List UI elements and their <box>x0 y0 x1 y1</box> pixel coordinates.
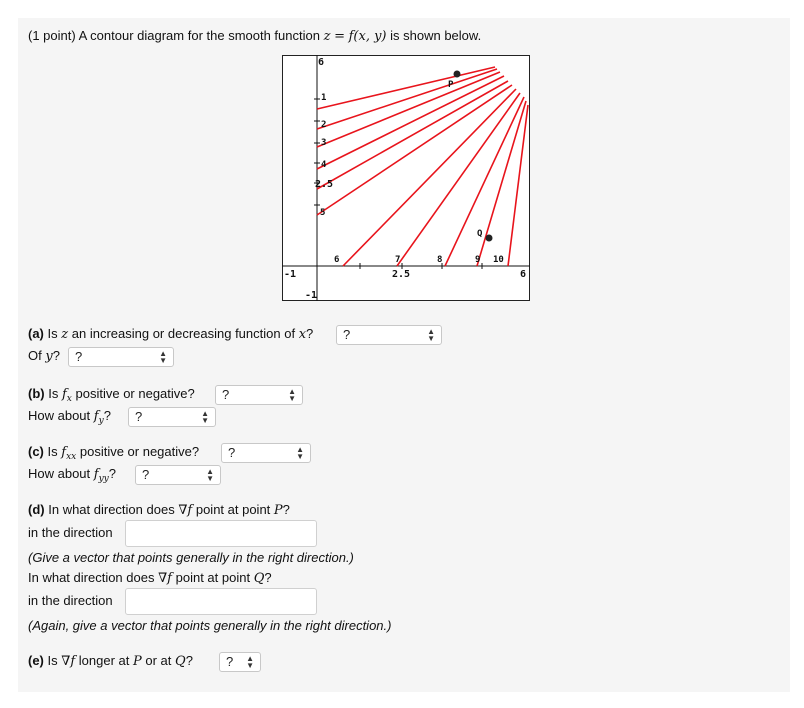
part-e-select[interactable] <box>219 652 261 672</box>
contour-label: 1 <box>321 93 327 103</box>
subscript: y <box>98 416 104 426</box>
statement-tail: is shown below. <box>390 28 482 43</box>
updown-arrow-icon: ▲ ▼ <box>246 654 254 670</box>
updown-arrow-icon: ▲ ▼ <box>206 467 214 483</box>
subscript: x <box>66 394 72 404</box>
text: point at point <box>195 502 271 517</box>
statement-text: A contour diagram for the smooth function <box>78 28 320 43</box>
text: Is <box>47 653 58 668</box>
var-f: f <box>187 503 193 518</box>
contour-diagram <box>282 55 530 301</box>
part-b-select-fx[interactable] <box>215 385 303 405</box>
text: Of <box>28 348 42 363</box>
contour-label: 3 <box>321 138 327 148</box>
updown-arrow-icon: ▲ ▼ <box>427 327 435 343</box>
part-c-select-fyy[interactable] <box>135 465 221 485</box>
text: an increasing or decreasing function of <box>71 326 296 341</box>
text: In what direction does <box>28 570 155 585</box>
text: Is <box>47 444 58 459</box>
problem-statement <box>28 28 481 45</box>
part-e-question <box>28 653 193 670</box>
select-value: ? <box>135 409 143 424</box>
y-mid-label: 2.5 <box>315 179 334 190</box>
var-f: f <box>70 654 76 669</box>
var-f: f <box>93 409 99 424</box>
contour-label: 8 <box>437 255 443 265</box>
points-label: (1 point) <box>28 28 76 43</box>
x-left-label: -1 <box>284 269 297 280</box>
part-c-select-fxx[interactable] <box>221 443 311 463</box>
var-f: f <box>61 387 67 402</box>
text: How about <box>28 408 91 423</box>
x-right-label: 6 <box>520 269 527 280</box>
point-p-marker <box>454 71 461 78</box>
text: ? <box>108 466 116 481</box>
subscript: yy <box>98 474 109 484</box>
part-b-label: (b) <box>28 386 45 401</box>
select-value: ? <box>343 327 351 342</box>
text: longer at <box>78 653 130 668</box>
contour-label: 5 <box>320 208 326 218</box>
var-f: f <box>167 571 172 586</box>
subscript: xx <box>66 452 77 462</box>
part-a-question-2 <box>28 348 60 365</box>
direction-q-input[interactable] <box>125 588 317 615</box>
point-p-ref: P <box>133 654 142 669</box>
part-b-question-2 <box>28 408 111 429</box>
updown-arrow-icon: ▲ ▼ <box>201 409 209 425</box>
point-q-ref: Q <box>253 571 265 586</box>
point-q-ref: Q <box>175 654 186 669</box>
eq-fxy: f(x, y) <box>348 29 387 44</box>
nabla-symbol: ∇ <box>178 503 188 518</box>
var-x: x <box>298 327 307 342</box>
point-p-label: P <box>448 80 454 90</box>
part-d-label: (d) <box>28 502 45 517</box>
nabla-symbol: ∇ <box>61 654 71 669</box>
nabla-symbol: ∇ <box>158 571 168 586</box>
part-d-question-1 <box>28 502 290 519</box>
select-value: ? <box>226 654 234 669</box>
updown-arrow-icon: ▲ ▼ <box>159 349 167 365</box>
text: or at <box>145 653 172 668</box>
var-y: y <box>45 349 53 364</box>
select-value: ? <box>75 349 83 364</box>
contour-label: 9 <box>475 255 481 265</box>
x-mid-label: 2.5 <box>392 269 411 280</box>
part-a-select-x[interactable] <box>336 325 442 345</box>
contour-label: 2 <box>321 120 327 130</box>
text: positive or negative? <box>75 386 195 401</box>
text: ? <box>103 408 111 423</box>
eq-z: z <box>323 29 331 44</box>
part-b-select-fy[interactable] <box>128 407 216 427</box>
part-d-question-2 <box>28 570 272 587</box>
text: In what direction does <box>48 502 175 517</box>
updown-arrow-icon: ▲ ▼ <box>296 445 304 461</box>
part-b-question-1 <box>28 386 195 407</box>
select-value: ? <box>228 445 236 460</box>
part-c-question-2 <box>28 466 116 487</box>
var-f: f <box>93 467 99 482</box>
text: ? <box>306 326 314 341</box>
select-value: ? <box>222 387 230 402</box>
hint-p: (Give a vector that points generally in the right direction.) <box>28 550 354 565</box>
part-c-label: (c) <box>28 444 44 459</box>
text: ? <box>282 502 290 517</box>
text: Is <box>47 326 58 341</box>
y-bottom-label: -1 <box>305 290 318 301</box>
text: Is <box>48 386 59 401</box>
text: point at point <box>175 570 251 585</box>
contour-label: 6 <box>334 255 340 265</box>
point-q-label: Q <box>477 229 483 239</box>
select-value: ? <box>142 467 150 482</box>
text: ? <box>264 570 272 585</box>
part-c-question-1 <box>28 444 199 465</box>
text: How about <box>28 466 91 481</box>
part-a-select-y[interactable] <box>68 347 174 367</box>
point-q-marker <box>486 235 493 242</box>
eq-equals: = <box>334 29 345 44</box>
part-a-label: (a) <box>28 326 44 341</box>
point-p-ref: P <box>273 503 283 518</box>
text: ? <box>185 653 193 668</box>
text: ? <box>52 348 60 363</box>
contour-label: 4 <box>321 160 327 170</box>
part-a-question-1 <box>28 326 313 343</box>
direction-label-q: in the direction <box>28 593 113 608</box>
direction-p-input[interactable] <box>125 520 317 547</box>
contour-label: 10 <box>493 255 504 265</box>
updown-arrow-icon: ▲ ▼ <box>288 387 296 403</box>
contour-label: 7 <box>395 255 401 265</box>
direction-label-p: in the direction <box>28 525 113 540</box>
var-f: f <box>61 445 67 460</box>
part-e-label: (e) <box>28 653 44 668</box>
y-top-label: 6 <box>318 57 325 68</box>
text: positive or negative? <box>79 444 200 459</box>
hint-q: (Again, give a vector that points generally in the right direction.) <box>28 618 392 633</box>
var-z: z <box>61 327 69 342</box>
